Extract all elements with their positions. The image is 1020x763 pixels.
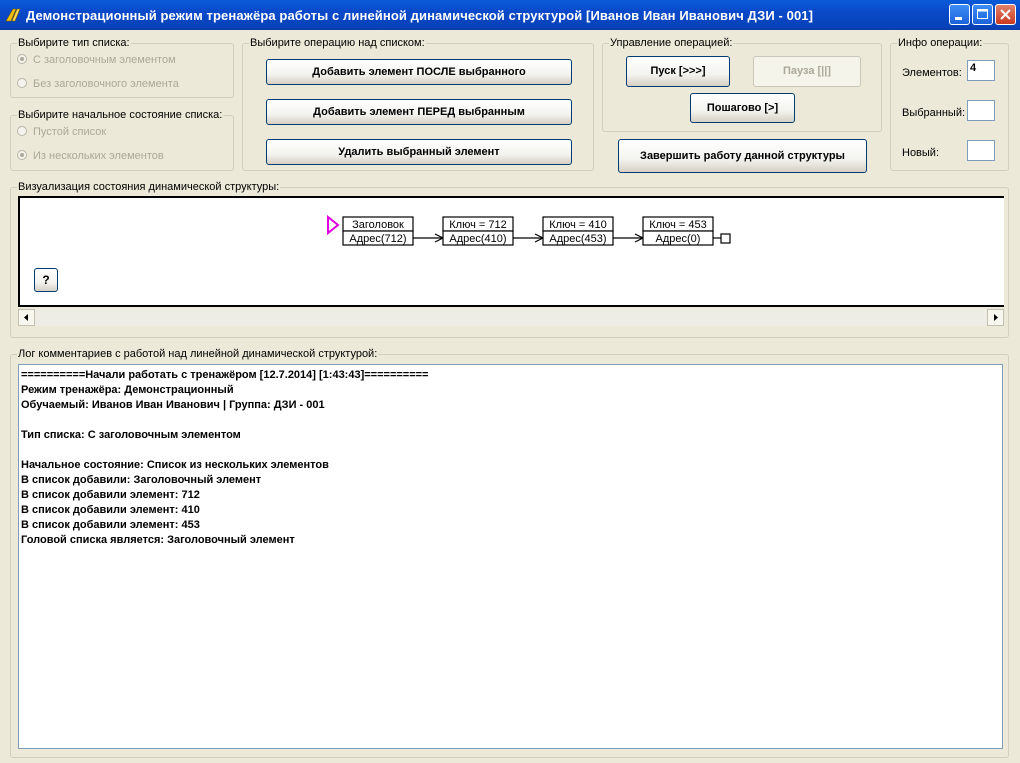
radio-dot — [17, 78, 27, 88]
step-label: Пошагово [>] — [706, 102, 779, 114]
initial-state-label: Выбирите начальное состояние списка: — [18, 109, 223, 121]
start-label: Пуск [>>>] — [650, 65, 706, 77]
radio-several-elements[interactable] — [17, 150, 164, 162]
elements-count-label: Элементов: — [902, 67, 962, 79]
selected-label: Выбранный: — [902, 107, 966, 119]
add-before-button[interactable] — [266, 99, 572, 125]
radio-dot — [17, 126, 27, 136]
close-icon — [996, 5, 1015, 24]
log-line: Обучаемый: Иванов Иван Иванович | Группа: ДЗИ - 001 — [21, 399, 325, 411]
list-type-label: Выбирите тип списка: — [18, 37, 130, 49]
linked-list-diagram — [20, 198, 1004, 305]
node-address-label: Адрес(453) — [549, 233, 607, 245]
node-address-label: Адрес(712) — [349, 233, 407, 245]
log-label: Лог комментариев с работой над линейной динамической структурой: — [18, 348, 378, 360]
pause-button[interactable] — [753, 56, 861, 87]
head-pointer-icon — [328, 217, 338, 233]
arrow-right-icon — [988, 310, 1003, 325]
radio-empty-list-label: Пустой список — [33, 126, 107, 138]
node-key-label: Заголовок — [352, 219, 404, 231]
scroll-right-button[interactable] — [987, 309, 1004, 326]
close-button[interactable] — [995, 4, 1016, 25]
visualization-canvas — [18, 196, 1004, 307]
operations-label: Выбирите операцию над списком: — [250, 37, 425, 49]
log-line: Начальное состояние: Список из нескольких элементов — [21, 459, 329, 471]
window-title: Демонстрационный режим тренажёра работы с линейной динамической структурой [Иванов Иван Иванович ДЗИ - 001] — [26, 8, 814, 23]
help-button[interactable] — [34, 268, 58, 292]
pause-label: Пауза [||] — [783, 65, 831, 77]
maximize-button[interactable] — [972, 4, 993, 25]
new-label: Новый: — [902, 147, 940, 159]
add-before-label: Добавить элемент ПЕРЕД выбранным — [313, 106, 525, 118]
visualization-label: Визуализация состояния динамической структуры: — [18, 181, 280, 193]
horizontal-scrollbar[interactable] — [18, 309, 1004, 326]
log-line — [21, 443, 1000, 458]
minimize-button[interactable] — [949, 4, 970, 25]
radio-with-header-label: С заголовочным элементом — [33, 54, 176, 66]
delete-label: Удалить выбранный элемент — [338, 146, 500, 158]
radio-dot — [17, 150, 27, 160]
help-label: ? — [42, 273, 50, 287]
node-key-label: Ключ = 410 — [549, 219, 607, 231]
log-line: ==========Начали работать с тренажёром [12.7.2014] [1:43:43]========== — [21, 369, 429, 381]
radio-dot — [17, 54, 27, 64]
node-key-label: Ключ = 453 — [649, 219, 707, 231]
log-line: Головой списка является: Заголовочный элемент — [21, 534, 295, 546]
log-line: В список добавили элемент: 453 — [21, 519, 200, 531]
radio-several-elements-label: Из нескольких элементов — [33, 150, 164, 162]
radio-with-header[interactable] — [17, 54, 176, 66]
control-group — [602, 37, 882, 132]
log-line — [21, 413, 1000, 428]
selected-field[interactable] — [967, 100, 995, 121]
scroll-track[interactable] — [35, 309, 987, 326]
log-line: В список добавили элемент: 410 — [21, 504, 200, 516]
node-address-label: Адрес(0) — [655, 233, 701, 245]
elements-count-field[interactable]: 4 — [967, 60, 995, 81]
minimize-icon — [950, 5, 969, 24]
arrow-left-icon — [19, 310, 34, 325]
delete-button[interactable] — [266, 139, 572, 165]
new-field[interactable] — [967, 140, 995, 161]
log-line: В список добавили элемент: 712 — [21, 489, 200, 501]
log-line: В список добавили: Заголовочный элемент — [21, 474, 262, 486]
operations-group — [242, 37, 594, 171]
node-key-label: Ключ = 712 — [449, 219, 507, 231]
initial-state-group — [10, 109, 234, 171]
log-line: Тип списка: С заголовочным элементом — [21, 429, 241, 441]
node-address-label: Адрес(410) — [449, 233, 507, 245]
radio-without-header-label: Без заголовочного элемента — [33, 78, 179, 90]
add-after-button[interactable] — [266, 59, 572, 85]
start-button[interactable] — [626, 56, 730, 87]
finish-button[interactable] — [618, 139, 867, 173]
radio-empty-list[interactable] — [17, 126, 106, 138]
title-bar — [0, 0, 1020, 30]
delphi-app-icon — [5, 7, 21, 23]
control-label: Управление операцией: — [610, 37, 733, 49]
add-after-label: Добавить элемент ПОСЛЕ выбранного — [312, 66, 526, 78]
finish-label: Завершить работу данной структуры — [640, 150, 845, 162]
list-type-group — [10, 37, 234, 98]
null-terminator-icon — [721, 234, 730, 243]
info-group — [890, 37, 1009, 171]
info-label: Инфо операции: — [898, 37, 983, 49]
log-textarea[interactable] — [18, 364, 1003, 749]
maximize-icon — [973, 5, 992, 24]
log-line: Режим тренажёра: Демонстрационный — [21, 384, 234, 396]
radio-without-header[interactable] — [17, 78, 179, 90]
step-button[interactable] — [690, 93, 795, 123]
scroll-left-button[interactable] — [18, 309, 35, 326]
